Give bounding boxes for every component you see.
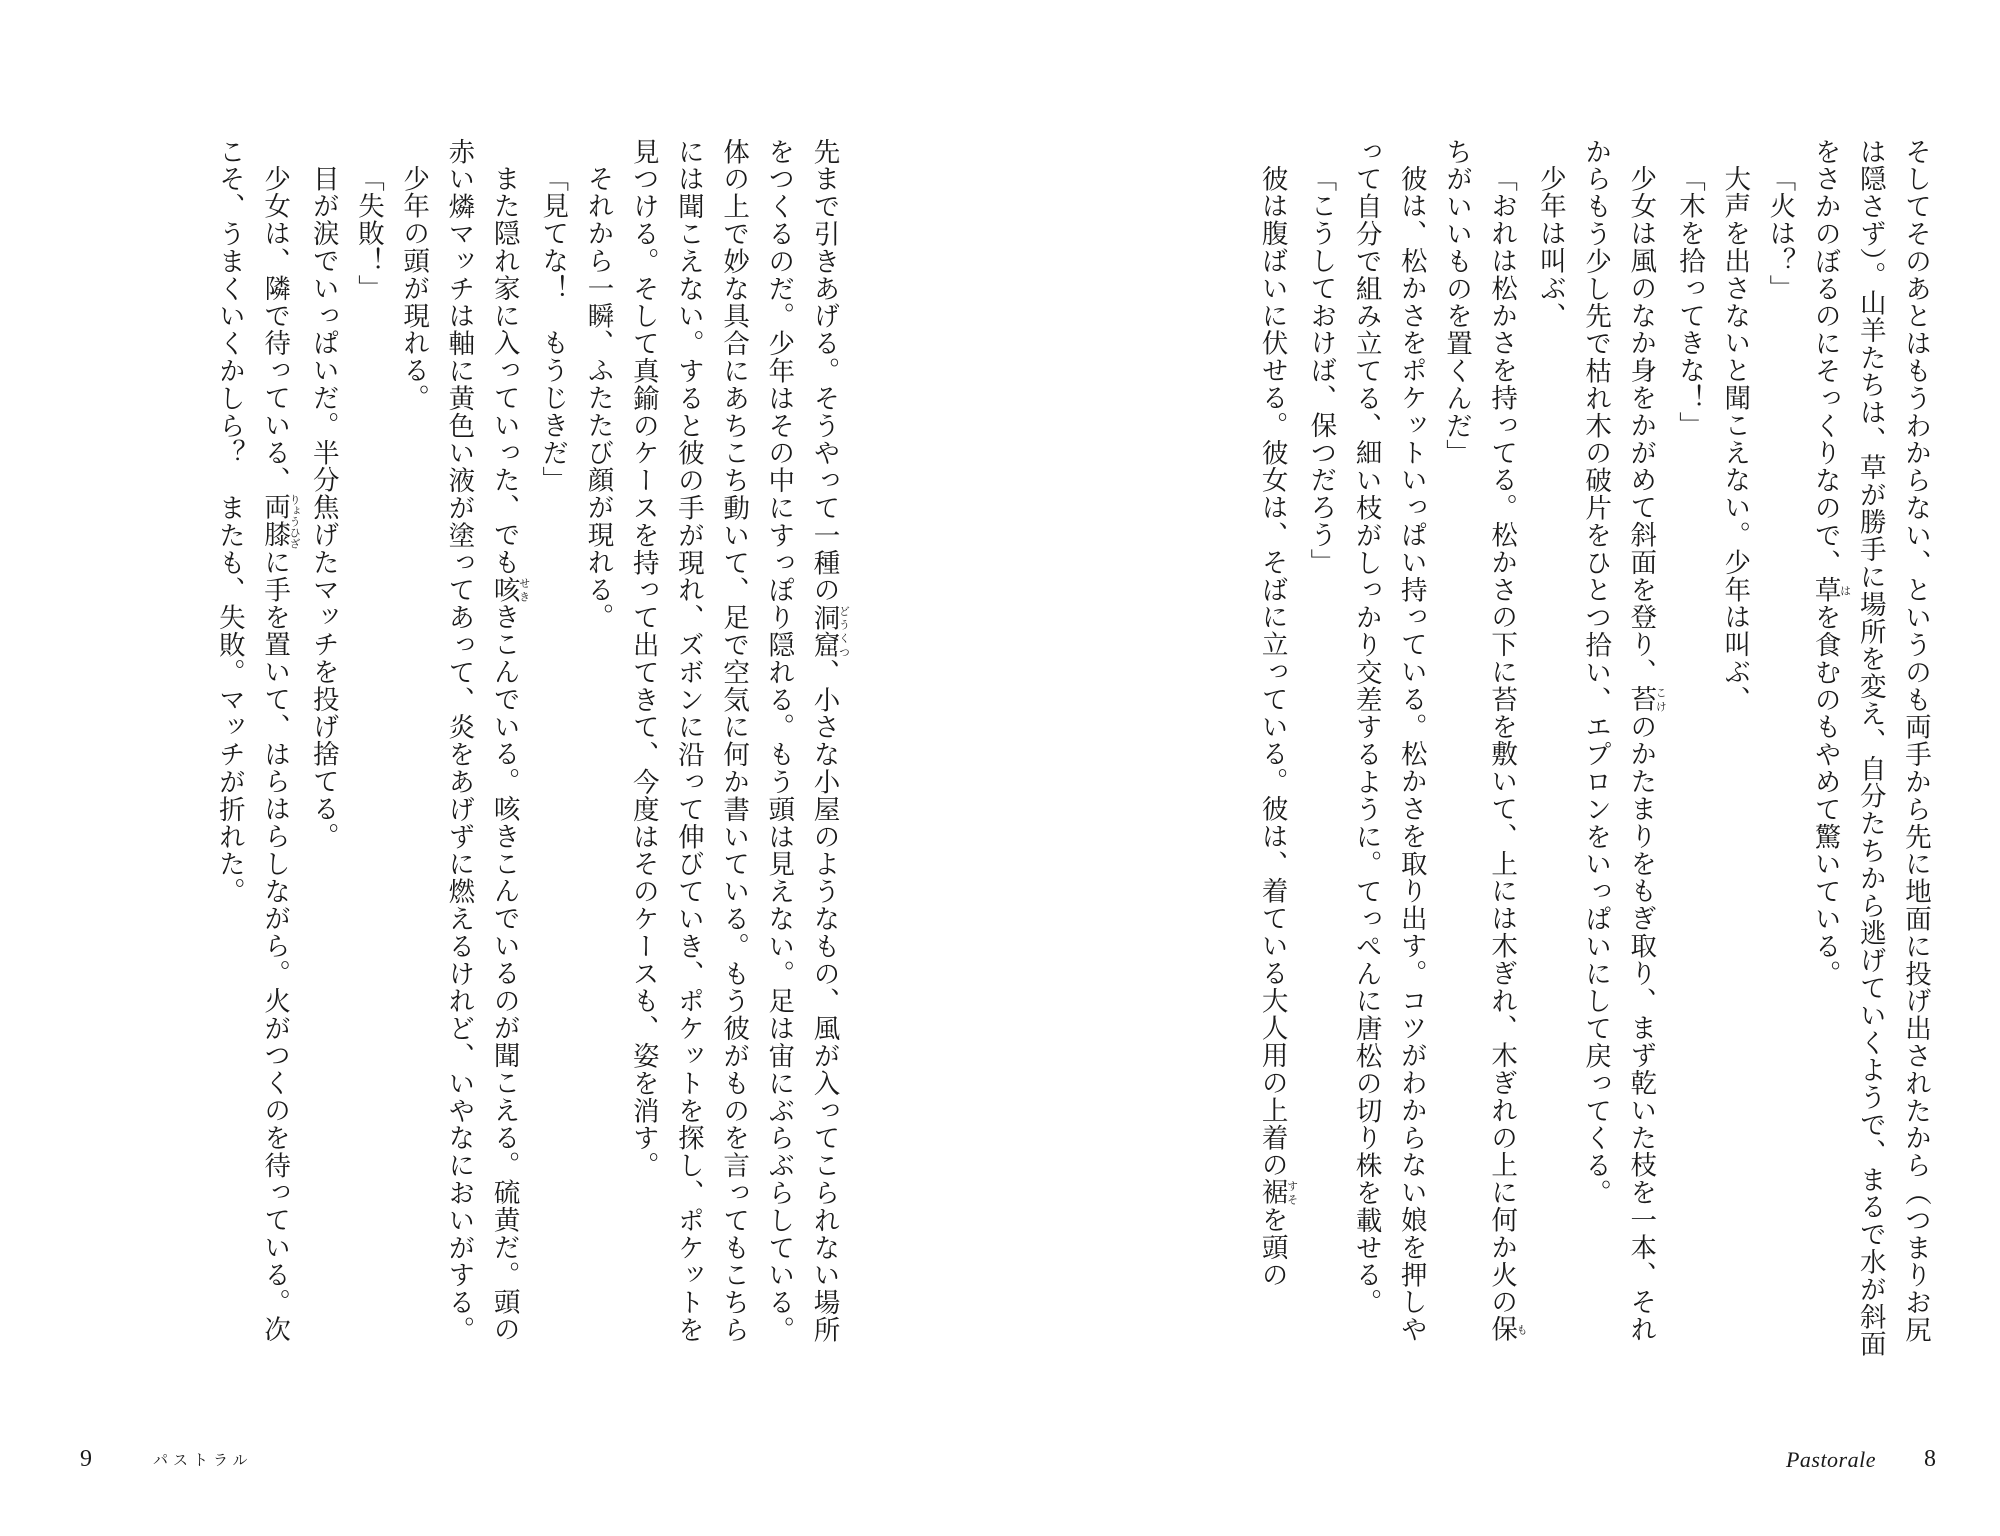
paragraph: 彼は、松かさをポケットいっぱい持っている。松かさを取り出す。コツがわからない娘を押しやって自分で組み立てる、細い枝がしっかり交差するように。てっぺんに唐松の切り株を載せる。 — [1350, 138, 1427, 1343]
paragraph: 「火は？」 — [1764, 164, 1796, 302]
furigana-reading: は — [1838, 576, 1852, 604]
furigana-reading: すそ — [1285, 1178, 1299, 1206]
paragraph: 少年は叫ぶ、 — [1534, 164, 1566, 329]
paragraph: 「見てな！ もうじきだ」 — [537, 164, 569, 494]
page-number-right: 8 — [1924, 1446, 1936, 1472]
page-number-left: 9 — [80, 1446, 92, 1472]
paragraph: そしてそのあとはもうわからない、というのも両手から先に地面に投げ出されたから（つまりお尻は隠さず）。山羊たちは、草が勝手に場所を変え、自分たちから逃げていくようで、まるで水が斜面をさかのぼるのにそっくりなので、草はを食むのもやめて驚いている。 — [1809, 138, 1931, 1358]
furigana-word: 洞窟どうくつ — [808, 603, 851, 659]
furigana-reading: こけ — [1654, 685, 1668, 713]
furigana-word: 裾すそ — [1256, 1178, 1299, 1206]
furigana-word: 両膝りょうひざ — [259, 493, 302, 549]
paragraph: 目が涙でいっぱいだ。半分焦げたマッチを投げ捨てる。 — [307, 164, 339, 850]
right-page — [1000, 0, 2000, 1536]
paragraph: 「こうしておけば、保つだろう」 — [1305, 164, 1337, 576]
furigana-word: 咳せき — [488, 575, 531, 603]
paragraph: 彼は腹ばいに伏せる。彼女は、そばに立っている。彼は、着ている大人用の上着の裾すそを頭の — [1256, 164, 1299, 1288]
paragraph: 「木を拾ってきな！」 — [1673, 164, 1705, 439]
running-head-latin: Pastorale — [1785, 1447, 1876, 1472]
left-page-body — [207, 138, 850, 1368]
furigana-reading: どうくつ — [837, 603, 851, 659]
furigana-word: 苔こけ — [1625, 685, 1668, 713]
furigana-reading: せき — [517, 575, 531, 603]
paragraph: 先まで引きあげる。そうやって一種の洞窟どうくつ、小さな小屋のようなもの、風が入ってこられない場所をつくるのだ。少年はその中にすっぽり隠れる。もう頭は見えない。足は宙にぶらぶらしている。体の上で妙な具合にあちこち動いて、足で空気に何か書いている。もう彼がものを言ってもこちらには聞こえない。すると彼の手が現れ、ズボンに沿って伸びていき、ポケットを探し、ポケットを見つける。そして真鍮のケースを持って出てきて、今度はそのケースも、姿を消す。 — [627, 138, 851, 1344]
right-page-body — [1249, 138, 1938, 1368]
furigana-reading: も — [1515, 1315, 1529, 1343]
paragraph: 少女は風のなか身をかがめて斜面を登り、苔こけのかたまりをもぎ取り、まず乾いた枝を一本、それからもう少し先で枯れ木の破片をひとつ拾い、エプロンをいっぱいにして戻ってくる。 — [1580, 138, 1668, 1343]
paragraph: 大声を出さないと聞こえない。少年は叫ぶ、 — [1719, 164, 1751, 713]
furigana-reading: りょうひざ — [288, 493, 302, 549]
paragraph: 少女は、隣で待っている、両膝りょうひざに手を置いて、はらはらしながら。火がつくのを待っている。次こそ、うまくいくかしら？ またも、失敗。マッチが折れた。 — [213, 138, 302, 1343]
paragraph: それから一瞬、ふたたび顔が現れる。 — [582, 164, 614, 631]
furigana-word: 草は — [1809, 576, 1852, 604]
paragraph: 「失敗！」 — [352, 164, 384, 302]
paragraph: 少年の頭が現れる。 — [398, 164, 430, 412]
paragraph: 「おれは松かさを持ってる。松かさの下に苔を敷いて、上には木ぎれ、木ぎれの上に何か火の保もちがいいものを置くんだ」 — [1440, 138, 1529, 1343]
furigana-word: 保も — [1486, 1315, 1529, 1343]
paragraph: また隠れ家に入っていった、でも咳せききこんでいる。咳きこんでいるのが聞こえる。硫黄だ。頭の赤い燐マッチは軸に黄色い液が塗ってあって、炎をあげずに燃えるけれど、いやなにおいがする。 — [443, 138, 531, 1344]
running-head-japanese: パストラル — [153, 1451, 253, 1469]
